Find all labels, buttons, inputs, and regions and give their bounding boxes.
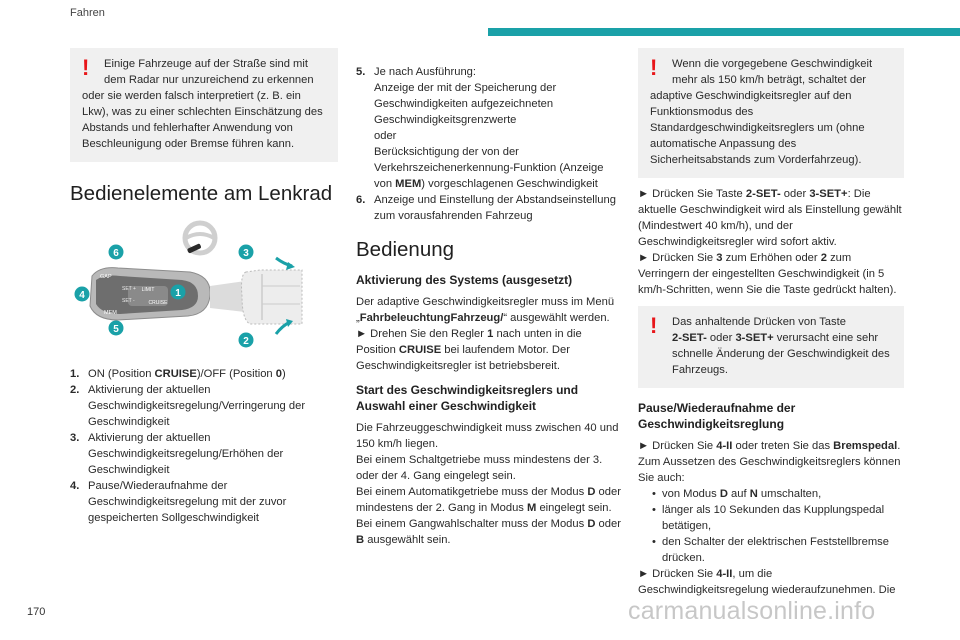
warning-box-hold: ! Das anhaltende Drücken von Taste 2-SET- oder 3-SET+ verursacht eine sehr schnelle Änderung der Geschwindigkeit des Fahrzeugs. [638,306,904,388]
bullet-item-3: • den Schalter der elektrischen Feststellbremse drücken. [652,536,889,564]
stalk-side-view [242,258,303,334]
marker-4-label: 4 [79,290,85,301]
column-left [70,48,338,526]
subheading-activation: Aktivierung des Systems (ausgesetzt) [356,273,573,287]
subheading-start: Start des Geschwindigkeitsreglers und Auswahl einer Geschwindigkeit [356,383,579,413]
label-set-minus: SET - [122,298,135,304]
warning-icon: ! [82,55,90,80]
page-number: 170 [27,606,46,618]
label-gap: GAP [100,274,112,280]
section-heading-steering-controls: Bedienelemente am Lenkrad [70,182,333,205]
steering-controls-illustration [70,216,338,358]
label-mem: MEM [104,310,117,316]
warning-box-radar [70,48,338,162]
steering-wheel-icon [185,223,215,254]
paragraph-increase-decrease: ► Drücken Sie 3 zum Erhöhen oder 2 zum Verringern der eingestellten Geschwindigkeit (in 5 km/h-Schritten, wenn Sie die Taste gedrückt halten). [638,252,897,296]
marker-1-label: 1 [175,288,181,299]
warning-text-line1: Einige Fahrzeuge auf der Straße sind mit [104,58,308,70]
paragraph-automatic: Bei einem Automatikgetriebe muss der Modus D oder mindestens der 2. Gang in Modus M eingelegt sein. [356,486,621,514]
label-set-plus: SET + [122,286,136,292]
label-cruise: CRUISE [148,300,168,306]
header-accent-bar [488,28,960,36]
marker-6-label: 6 [113,248,119,259]
paragraph-pause: ► Drücken Sie 4-II oder treten Sie das Bremspedal. Zum Aussetzen des Geschwindigkeitsreglers können Sie auch: [638,440,901,484]
subheading-pause: Pause/Wiederaufnahme der Geschwindigkeitsreglung [638,401,796,431]
paragraph-manual-gearbox: Bei einem Schaltgetriebe muss mindestens der 3. oder der 4. Gang eingelegt sein. [356,454,603,482]
marker-5-label: 5 [113,324,119,335]
bullet-item-2: • länger als 10 Sekunden das Kupplungspedal betätigen, [652,504,885,532]
bullet-item-1: • von Modus D auf N umschalten, [652,488,822,500]
watermark: carmanualsonline.info [628,597,876,625]
list-item-5: 5. Je nach Ausführung: Anzeige der mit der Speicherung der Geschwindigkeiten aufgezeichneten Geschwindigkeitsgrenzwerte oder Berücksichtigung der von der Verkehrszeichenerkennung-Funktion (Anzeige von MEM) vorgeschlagenen Geschwindigkeit [356,66,604,190]
list-item-4: 4. Pause/Wiederaufnahme der Geschwindigkeitsregelung mit der zuvor gespeicherten Sollgeschwindigkeit [70,480,287,524]
paragraph-turn-control: ► Drehen Sie den Regler 1 nach unten in die Position CRUISE bei laufendem Motor. Der Geschwindigkeitsregler ist betriebsbereit. [356,328,582,372]
label-limit: LIMIT [141,287,155,293]
list-item-1: 1. ON (Position CRUISE)/OFF (Position 0) [70,368,286,380]
section-heading-operation: Bedienung [356,238,455,261]
warning-icon: ! [650,55,658,80]
marker-2-label: 2 [243,336,249,347]
steering-controls-figure [70,216,338,358]
marker-3-label: 3 [243,248,249,259]
page-header-title: Fahren [70,7,105,19]
paragraph-menu: Der adaptive Geschwindigkeitsregler muss im Menü „FahrbeleuchtungFahrzeug/“ ausgewählt werden. [356,296,615,324]
paragraph-press-set: ► Drücken Sie Taste 2-SET- oder 3-SET+: Die aktuelle Geschwindigkeit wird als Einstellung gewählt (Mindestwert 40 km/h), und der Geschwindigkeitsregler wird sofort aktiv. [638,188,902,248]
column-right [638,48,904,598]
warning-text-rest: dem Radar nur unzureichend zu erkennen oder sie werden falsch interpretiert (z. B. ein Lkw), was zu einer schlechten Einschätzung des Abstands und fehlerhafter Anwendung von Beschleunigung oder Bremse führen kann. [82,74,323,150]
list-item-3: 3. Aktivierung der aktuellen Geschwindigkeitsregelung/Erhöhen der Geschwindigkeit [70,432,284,476]
paragraph-resume: ► Drücken Sie 4-II, um die Geschwindigkeitsregelung wiederaufzunehmen. Die [638,568,896,596]
paragraph-gear-selector: Bei einem Gangwahlschalter muss der Modus D oder B ausgewählt sein. [356,518,621,546]
list-item-6: 6. Anzeige und Einstellung der Abstandseinstellung zum vorausfahrenden Fahrzeug [356,194,616,222]
warning-box-speed: ! Wenn die vorgegebene Geschwindigkeit mehr als 150 km/h beträgt, schaltet der adaptive Geschwindigkeitsregler auf den Funktionsmodus des Standardgeschwindigkeitsreglers um (ohne automatische Anpassung des Sicherheitsabstands zum Vorderfahrzeug). [638,48,904,178]
column-middle [356,64,622,548]
warning-icon: ! [650,313,658,338]
paragraph-speed-range: Die Fahrzeuggeschwindigkeit muss zwischen 40 und 150 km/h liegen. [356,422,619,450]
list-item-2: 2. Aktivierung der aktuellen Geschwindigkeitsregelung/Verringerung der Geschwindigkeit [70,384,306,428]
